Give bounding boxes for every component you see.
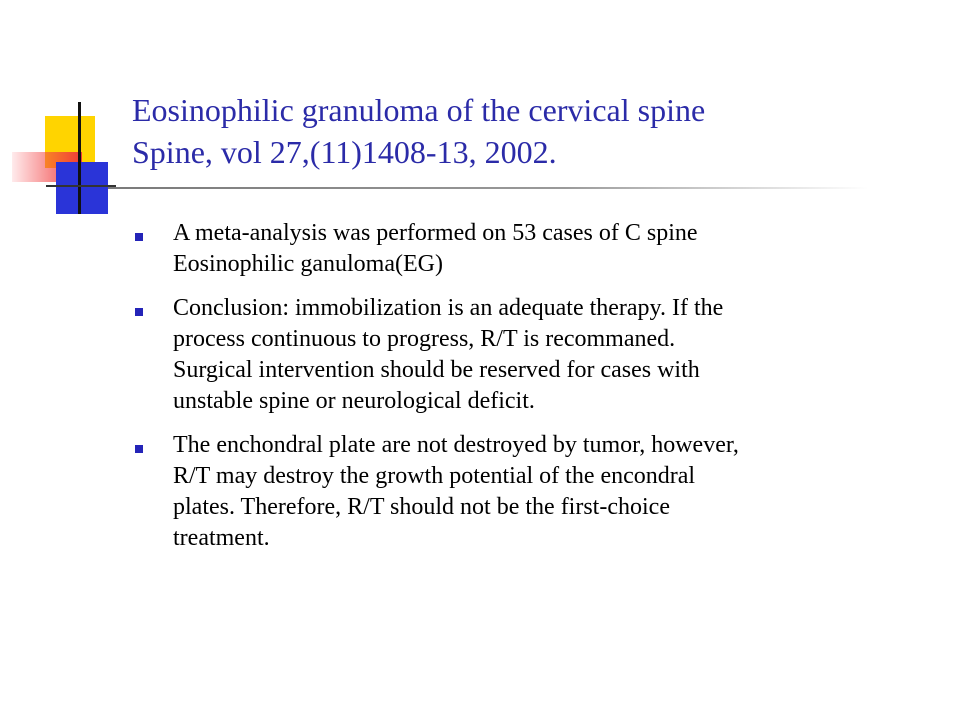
bullet-list	[133, 218, 933, 567]
blue-square	[56, 162, 108, 214]
bullet-line: treatment.	[173, 525, 270, 551]
bullet-line: R/T may destroy the growth potential of the encondral	[173, 463, 696, 489]
bullet-line: unstable spine or neurological deficit.	[173, 388, 535, 414]
bullet-line: plates. Therefore, R/T should not be the first-choice	[173, 494, 670, 520]
title-divider	[108, 187, 868, 189]
square-bullet-icon	[135, 308, 143, 316]
bullet-item	[133, 430, 933, 554]
bullet-item	[133, 293, 933, 417]
square-bullet-icon	[135, 233, 143, 241]
slide-title	[132, 89, 932, 173]
bullet-line: Conclusion: immobilization is an adequate therapy. If the	[173, 295, 724, 321]
decorative-squares-logo	[10, 98, 110, 218]
bullet-line: process continuous to progress, R/T is recommaned.	[173, 326, 676, 352]
bullet-item	[133, 218, 933, 280]
bullet-line: Surgical intervention should be reserved for cases with	[173, 357, 700, 383]
title-line-2: Spine, vol 27,(11)1408-13, 2002.	[132, 134, 557, 170]
bullet-line: A meta-analysis was performed on 53 cases of C spine	[173, 220, 698, 246]
bullet-line: Eosinophilic ganuloma(EG)	[173, 251, 443, 277]
title-line-1: Eosinophilic granuloma of the cervical spine	[132, 92, 706, 128]
vertical-line	[78, 102, 81, 214]
horizontal-line	[46, 185, 116, 187]
square-bullet-icon	[135, 445, 143, 453]
bullet-line: The enchondral plate are not destroyed by tumor, however,	[173, 432, 739, 458]
